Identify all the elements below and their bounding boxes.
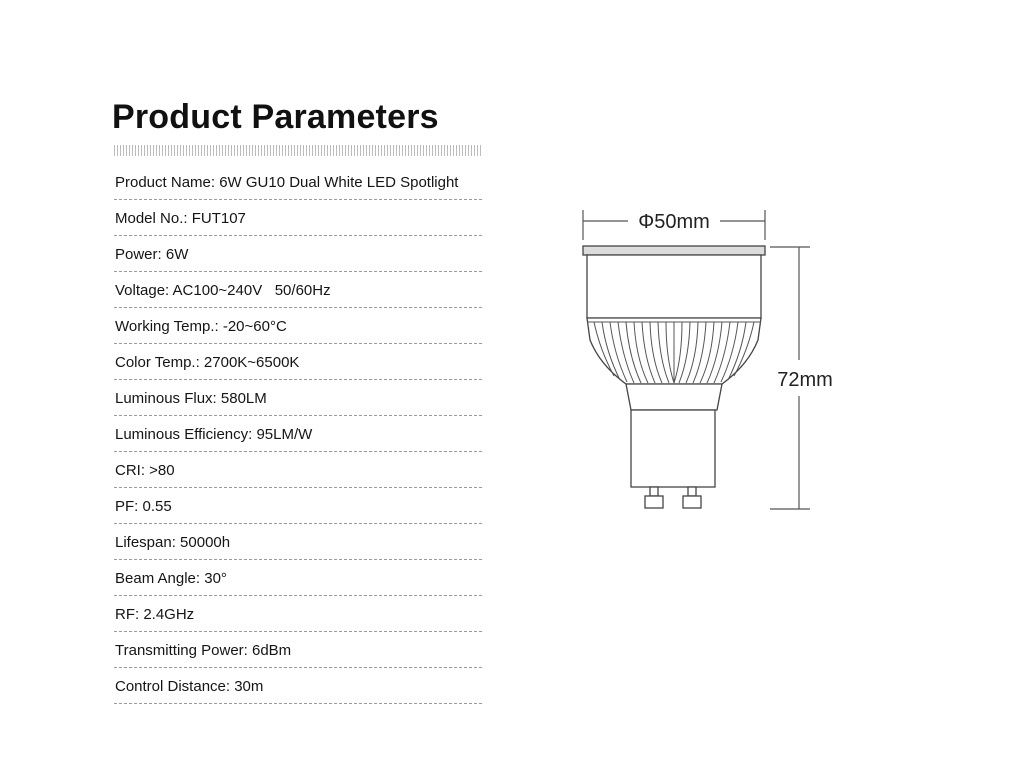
param-luminous-flux: Luminous Flux: 580LM	[115, 390, 267, 407]
param-color-temp: Color Temp.: 2700K~6500K	[115, 354, 300, 371]
param-power: Power: 6W	[115, 246, 189, 263]
param-transmitting-power: Transmitting Power: 6dBm	[115, 642, 292, 659]
param-row-luminous-flux	[114, 380, 482, 416]
param-row-control-distance	[114, 668, 482, 704]
param-row-color-temp	[114, 344, 482, 380]
param-beam-angle: Beam Angle: 30°	[115, 570, 227, 587]
param-row-beam-angle	[114, 560, 482, 596]
page-title: Product Parameters	[112, 98, 439, 136]
diameter-label: Φ50mm	[638, 211, 710, 233]
parameter-list	[114, 164, 482, 704]
title-tick-rule	[114, 145, 482, 156]
param-luminous-efficiency: Luminous Efficiency: 95LM/W	[115, 426, 313, 443]
param-product-name: Product Name: 6W GU10 Dual White LED Spotlight	[115, 174, 459, 191]
param-voltage: Voltage: AC100~240V 50/60Hz	[115, 282, 331, 299]
bulb-dimension-diagram	[570, 200, 850, 520]
param-row-pf	[114, 488, 482, 524]
param-row-voltage	[114, 272, 482, 308]
param-row-power	[114, 236, 482, 272]
param-row-cri	[114, 452, 482, 488]
param-rf: RF: 2.4GHz	[115, 606, 195, 623]
param-row-transmitting-power	[114, 632, 482, 668]
param-lifespan: Lifespan: 50000h	[115, 534, 231, 551]
param-row-lifespan	[114, 524, 482, 560]
param-row-model-no	[114, 200, 482, 236]
height-label: 72mm	[777, 369, 833, 391]
param-row-product-name	[114, 164, 482, 200]
param-row-luminous-efficiency	[114, 416, 482, 452]
param-cri: CRI: >80	[115, 462, 175, 479]
param-row-working-temp	[114, 308, 482, 344]
param-pf: PF: 0.55	[115, 498, 172, 515]
param-control-distance: Control Distance: 30m	[115, 678, 264, 695]
param-working-temp: Working Temp.: -20~60°C	[115, 318, 287, 335]
param-row-rf	[114, 596, 482, 632]
param-model-no: Model No.: FUT107	[115, 210, 246, 227]
